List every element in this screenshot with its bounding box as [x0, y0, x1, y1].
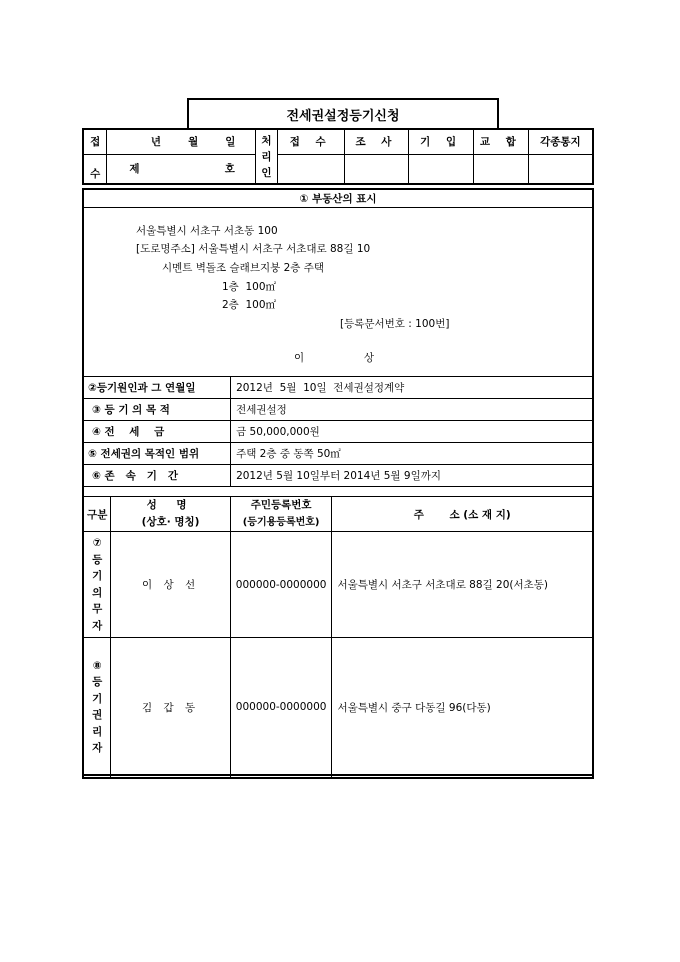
holder-role-char: 기 — [92, 692, 103, 705]
document-title: 전세권설정등기신청 — [187, 98, 499, 128]
category-header: 구분 — [83, 497, 111, 532]
name-header-bottom: (상호· 명칭) — [141, 516, 200, 528]
property-road-address: [도로명주소] 서울특별시 서초구 서초대로 88길 10 — [136, 243, 371, 255]
field-value-purpose: 전세권설정 — [231, 399, 593, 421]
role-receipt: 접 수 — [277, 129, 344, 154]
field-value-scope: 주택 2층 중 동쪽 50㎡ — [231, 443, 593, 465]
field-label-cause: ②등기원인과 그 연월일 — [83, 377, 231, 399]
field-label-deposit: ④ 전 세 금 — [83, 421, 231, 443]
field-value-deposit: 금 50,000,000원 — [231, 421, 593, 443]
property-structure: 시멘트 벽돌조 슬래브지붕 2층 주택 — [162, 262, 325, 274]
role-entry: 기 입 — [409, 129, 474, 154]
processor-char-2: 리 — [261, 150, 272, 163]
property-section-title: ① 부동산의 표시 — [82, 190, 594, 208]
processor-char-1: 처 — [261, 134, 272, 147]
id-header — [230, 497, 332, 532]
processor-char-3: 인 — [261, 166, 272, 179]
notice-stamp-cell — [528, 154, 593, 184]
field-label-duration: ⑥ 존 속 기 간 — [83, 465, 231, 487]
party-row-holder — [83, 638, 593, 778]
id-header-bottom: (등기용등록번호) — [242, 517, 320, 528]
holder-name: 김 갑 동 — [111, 638, 230, 778]
registry-doc-number: [등록문서번호 : 100번] — [340, 318, 450, 330]
receipt-table — [82, 128, 594, 185]
role-check: 교 합 — [474, 129, 529, 154]
obligor-role-cell — [83, 532, 111, 638]
field-value-duration: 2012년 5월 10일부터 2014년 5월 9일까지 — [231, 465, 593, 487]
su-label: 수 — [83, 154, 107, 184]
holder-role-char: 자 — [92, 742, 103, 755]
receipt-no-prefix: 제 — [129, 163, 140, 176]
entry-stamp-cell — [409, 154, 474, 184]
name-header — [111, 497, 230, 532]
property-floor-2: 2층 100㎡ — [222, 299, 277, 311]
obligor-role-num: ⑦ — [92, 537, 102, 549]
jeop-label: 접 — [83, 129, 107, 154]
obligor-role-char: 등 — [92, 553, 103, 566]
month-label: 월 — [188, 136, 199, 149]
obligor-address: 서울특별시 서초구 서초대로 88길 20(서초동) — [332, 532, 593, 638]
receipt-number-labels — [107, 154, 256, 184]
property-description — [82, 208, 594, 376]
id-header-top: 주민등록번호 — [250, 499, 312, 511]
end-mark — [294, 350, 374, 365]
receipt-stamp-cell — [277, 154, 344, 184]
name-header-top: 성 명 — [146, 499, 195, 511]
role-review: 조 사 — [344, 129, 409, 154]
obligor-role-char: 무 — [92, 603, 103, 615]
holder-role — [84, 661, 110, 754]
holder-role-char: 리 — [92, 725, 103, 738]
holder-id: 000000-0000000 — [230, 638, 332, 778]
property-floor-1: 1층 100㎡ — [222, 281, 277, 293]
field-label-scope: ⑤ 전세권의 목적인 범위 — [83, 443, 231, 465]
fields-table — [82, 376, 594, 487]
end-mark-2: 상 — [363, 352, 374, 364]
obligor-role-char: 자 — [92, 619, 103, 632]
check-stamp-cell — [474, 154, 529, 184]
field-label-purpose: ③ 등 기 의 목 적 — [83, 399, 231, 421]
processor-label — [255, 129, 277, 184]
day-label: 일 — [225, 136, 236, 149]
property-address: 서울특별시 서초구 서초동 100 — [136, 225, 278, 237]
end-mark-1: 이 — [294, 352, 305, 364]
receipt-no-suffix: 호 — [224, 163, 235, 176]
obligor-role-char: 의 — [92, 586, 103, 599]
field-value-cause: 2012년 5월 10일 전세권설정계약 — [231, 377, 593, 399]
year-label: 년 — [150, 136, 162, 149]
obligor-role-char: 기 — [92, 570, 103, 582]
party-row-obligor — [83, 532, 593, 638]
holder-role-char: 권 — [92, 709, 103, 722]
address-header: 주 소 (소 재 지) — [332, 497, 593, 532]
obligor-role — [84, 538, 110, 631]
holder-role-cell — [83, 638, 111, 778]
holder-address: 서울특별시 중구 다동길 96(다동) — [332, 638, 593, 778]
parties-table — [82, 496, 594, 779]
role-notice: 각종통지 — [528, 129, 593, 154]
holder-role-char: 등 — [92, 676, 103, 689]
obligor-id: 000000-0000000 — [230, 532, 332, 638]
holder-role-num: ⑧ — [92, 659, 102, 672]
obligor-name: 이 상 선 — [111, 532, 230, 638]
date-labels — [107, 129, 256, 154]
review-stamp-cell — [344, 154, 409, 184]
